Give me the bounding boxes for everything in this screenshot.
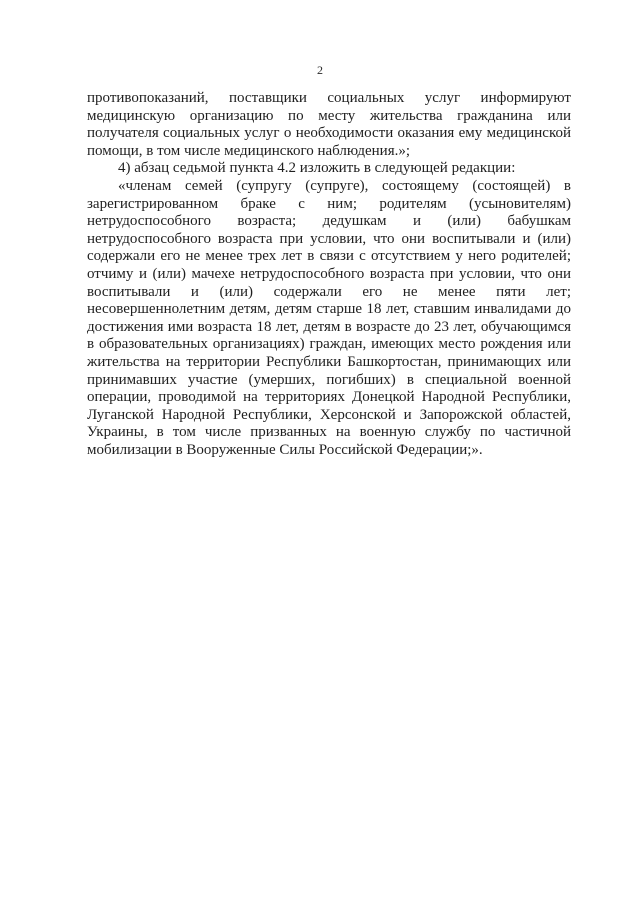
document-body	[87, 90, 571, 459]
paragraph-amendment-item-4: 4) абзац седьмой пункта 4.2 изложить в следующей редакции:	[118, 160, 516, 177]
page-number: 2	[317, 63, 323, 77]
paragraph-continuation: противопоказаний, поставщики социальных услуг информируют медицинскую организацию по месту жительства гражданина или получателя социальных услуг о необходимости оказания ему медицинской помощи, в том числе медицинского наблюдения.»;	[87, 90, 571, 159]
paragraph-new-wording: «членам семей (супругу (супруге), состоящему (состоящей) в зарегистрированном браке с ним; родителям (усыновителям) нетрудоспособного возраста; дедушкам и (или) бабушкам нетрудоспособного возраста при условии, что они воспитывали и (или) содержали его не менее трех лет в связи с отсутствием у него родителей; отчиму и (или) мачехе нетрудоспособного возраста при условии, что они воспитывали и (или) содержали его не менее пяти лет; несовершеннолетним детям, детям старше 18 лет, ставшим инвалидами до достижения ими возраста 18 лет, детям в возрасте до 23 лет, обучающимся в образовательных организациях) граждан, имеющих место рождения или жительства на территории Республики Башкортостан, принимающих или принимавших участие (умерших, погибших) в специальной военной операции, проводимой на территориях Донецкой Народной Республики, Луганской Народной Республики, Херсонской и Запорожской областей, Украины, в том числе призванных на военную службу по частичной мобилизации в Вооруженные Силы Российской Федерации;».	[87, 177, 571, 458]
